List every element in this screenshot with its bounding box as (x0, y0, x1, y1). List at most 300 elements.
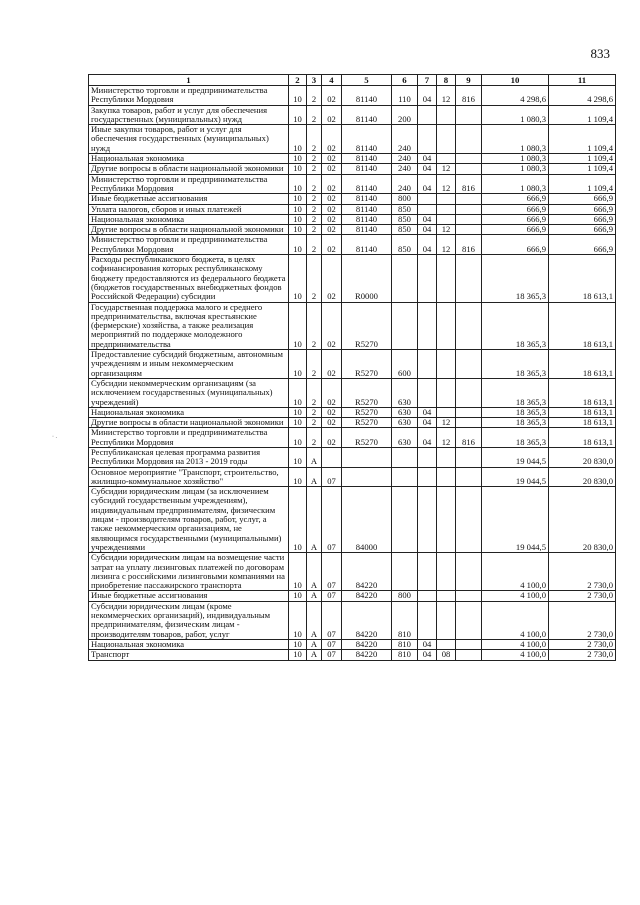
code-cell (456, 164, 482, 174)
code-cell: 2 (307, 154, 322, 164)
code-cell (456, 154, 482, 164)
code-cell: 04 (418, 86, 437, 106)
code-cell (437, 302, 456, 349)
row-name-cell: Иные закупки товаров, работ и услуг для обеспечения государственных (муниципальных) нужд (89, 125, 289, 154)
table-row (89, 214, 616, 224)
code-cell (437, 255, 456, 302)
row-name-cell: Государственная поддержка малого и среднего предпринимательства, включая крестьянские (фермерские) хозяйства, а также реализация мероприятий по поддержке молодежного предпринимательства (89, 302, 289, 349)
code-cell: А (307, 650, 322, 660)
amount-cell: 666,9 (549, 214, 616, 224)
code-cell: 2 (307, 350, 322, 379)
code-cell (437, 487, 456, 553)
code-cell: R0000 (342, 255, 392, 302)
table-row (89, 487, 616, 553)
code-cell: 04 (418, 428, 437, 448)
code-cell (437, 591, 456, 601)
code-cell: 04 (418, 214, 437, 224)
amount-cell: 18 613,1 (549, 378, 616, 407)
code-cell (418, 487, 437, 553)
code-cell: 81140 (342, 105, 392, 125)
header-cell: 11 (549, 75, 616, 86)
table-body (89, 86, 616, 661)
code-cell: 810 (392, 639, 418, 649)
code-cell (418, 125, 437, 154)
code-cell: 630 (392, 418, 418, 428)
code-cell: 10 (289, 639, 307, 649)
code-cell (456, 125, 482, 154)
code-cell: 12 (437, 235, 456, 255)
code-cell: 07 (322, 639, 342, 649)
code-cell: 10 (289, 447, 307, 467)
code-cell (392, 553, 418, 591)
amount-cell: 1 109,4 (549, 164, 616, 174)
amount-cell: 1 109,4 (549, 125, 616, 154)
code-cell: 10 (289, 154, 307, 164)
amount-cell: 666,9 (549, 235, 616, 255)
code-cell (437, 105, 456, 125)
code-cell: А (307, 447, 322, 467)
table-row (89, 407, 616, 417)
row-name-cell: Другие вопросы в области национальной экономики (89, 164, 289, 174)
amount-cell: 666,9 (482, 235, 549, 255)
header-row (89, 75, 616, 86)
code-cell (418, 591, 437, 601)
code-cell: R5270 (342, 407, 392, 417)
code-cell: 2 (307, 105, 322, 125)
row-name-cell: Субсидии юридическим лицам на возмещение части затрат на уплату лизинговых платежей по договорам лизинга с российскими лизинговыми компаниями на приобретение пассажирского транспорта (89, 553, 289, 591)
code-cell (322, 447, 342, 467)
amount-cell: 18 365,3 (482, 302, 549, 349)
amount-cell: 1 109,4 (549, 174, 616, 194)
row-name-cell: Уплата налогов, сборов и иных платежей (89, 204, 289, 214)
code-cell: 240 (392, 164, 418, 174)
code-cell (392, 255, 418, 302)
amount-cell: 18 613,1 (549, 428, 616, 448)
amount-cell: 2 730,0 (549, 639, 616, 649)
table-row (89, 86, 616, 106)
amount-cell: 19 044,5 (482, 447, 549, 467)
code-cell: 810 (392, 601, 418, 639)
code-cell (437, 214, 456, 224)
code-cell: 07 (322, 591, 342, 601)
code-cell: 10 (289, 467, 307, 487)
code-cell: 02 (322, 214, 342, 224)
amount-cell: 666,9 (482, 204, 549, 214)
code-cell: 240 (392, 174, 418, 194)
code-cell: 2 (307, 235, 322, 255)
code-cell: 10 (289, 86, 307, 106)
code-cell (437, 204, 456, 214)
amount-cell: 666,9 (549, 225, 616, 235)
code-cell: 81140 (342, 194, 392, 204)
row-name-cell: Иные бюджетные ассигнования (89, 591, 289, 601)
code-cell: 81140 (342, 174, 392, 194)
code-cell: 12 (437, 418, 456, 428)
header-cell: 9 (456, 75, 482, 86)
code-cell: 816 (456, 174, 482, 194)
code-cell (418, 204, 437, 214)
amount-cell: 1 080,3 (482, 125, 549, 154)
amount-cell: 18 365,3 (482, 428, 549, 448)
amount-cell: 666,9 (549, 204, 616, 214)
code-cell (418, 194, 437, 204)
table-row (89, 302, 616, 349)
code-cell: 10 (289, 418, 307, 428)
table-row (89, 125, 616, 154)
code-cell: 81140 (342, 154, 392, 164)
code-cell: 02 (322, 378, 342, 407)
code-cell (418, 553, 437, 591)
code-cell: 2 (307, 407, 322, 417)
code-cell: R5270 (342, 428, 392, 448)
table-row (89, 447, 616, 467)
code-cell: 04 (418, 650, 437, 660)
header-cell: 6 (392, 75, 418, 86)
code-cell (456, 214, 482, 224)
code-cell: 10 (289, 487, 307, 553)
code-cell (437, 407, 456, 417)
code-cell (418, 378, 437, 407)
code-cell: 2 (307, 378, 322, 407)
row-name-cell: Другие вопросы в области национальной экономики (89, 418, 289, 428)
code-cell: 84220 (342, 639, 392, 649)
code-cell (456, 407, 482, 417)
amount-cell: 4 100,0 (482, 553, 549, 591)
budget-table (88, 74, 616, 661)
code-cell: 850 (392, 225, 418, 235)
table-row (89, 467, 616, 487)
amount-cell: 1 080,3 (482, 105, 549, 125)
table-row (89, 194, 616, 204)
table-row (89, 350, 616, 379)
code-cell: 2 (307, 302, 322, 349)
amount-cell: 18 365,3 (482, 378, 549, 407)
code-cell (456, 467, 482, 487)
row-name-cell: Субсидии юридическим лицам (за исключением субсидий государственным учреждениям), индивидуальным предпринимателям, физическим лицам - производителям товаров, работ, услуг, а также некоммерческим организациям, не являющимся государственными (муниципальными) учреждениями (89, 487, 289, 553)
code-cell: 10 (289, 235, 307, 255)
code-cell: 04 (418, 407, 437, 417)
table-row (89, 428, 616, 448)
table-row (89, 204, 616, 214)
code-cell: 10 (289, 125, 307, 154)
row-name-cell: Транспорт (89, 650, 289, 660)
code-cell: R5270 (342, 378, 392, 407)
code-cell: 240 (392, 125, 418, 154)
code-cell (456, 225, 482, 235)
code-cell: 816 (456, 235, 482, 255)
code-cell: 07 (322, 650, 342, 660)
code-cell: 02 (322, 154, 342, 164)
table-row (89, 650, 616, 660)
code-cell: 07 (322, 601, 342, 639)
code-cell: 2 (307, 86, 322, 106)
code-cell: R5270 (342, 418, 392, 428)
code-cell (437, 378, 456, 407)
code-cell: 07 (322, 467, 342, 487)
code-cell: 02 (322, 225, 342, 235)
table-row (89, 255, 616, 302)
row-name-cell: Национальная экономика (89, 639, 289, 649)
code-cell: 81140 (342, 204, 392, 214)
code-cell: 04 (418, 174, 437, 194)
table-row (89, 591, 616, 601)
code-cell: 240 (392, 154, 418, 164)
header-cell: 10 (482, 75, 549, 86)
code-cell: 600 (392, 350, 418, 379)
code-cell: 84220 (342, 601, 392, 639)
table-row (89, 378, 616, 407)
code-cell: 04 (418, 164, 437, 174)
code-cell: 04 (418, 154, 437, 164)
amount-cell: 18 613,1 (549, 302, 616, 349)
row-name-cell: Предоставление субсидий бюджетным, автономным учреждениям и иным некоммерческим организациям (89, 350, 289, 379)
code-cell: 2 (307, 174, 322, 194)
code-cell: 10 (289, 650, 307, 660)
header-cell: 1 (89, 75, 289, 86)
code-cell: 10 (289, 302, 307, 349)
amount-cell: 4 298,6 (482, 86, 549, 106)
amount-cell: 18 365,3 (482, 407, 549, 417)
code-cell: 10 (289, 194, 307, 204)
code-cell: 02 (322, 204, 342, 214)
code-cell (342, 447, 392, 467)
amount-cell: 18 365,3 (482, 255, 549, 302)
code-cell (456, 255, 482, 302)
code-cell (437, 601, 456, 639)
table-row (89, 164, 616, 174)
row-name-cell: Национальная экономика (89, 154, 289, 164)
code-cell: 2 (307, 255, 322, 302)
code-cell (456, 105, 482, 125)
code-cell: 02 (322, 302, 342, 349)
amount-cell: 4 100,0 (482, 650, 549, 660)
code-cell: 02 (322, 418, 342, 428)
code-cell (456, 194, 482, 204)
code-cell: 81140 (342, 125, 392, 154)
code-cell (437, 350, 456, 379)
code-cell: 850 (392, 204, 418, 214)
code-cell (392, 447, 418, 467)
code-cell: 08 (437, 650, 456, 660)
code-cell: 10 (289, 378, 307, 407)
row-name-cell: Другие вопросы в области национальной экономики (89, 225, 289, 235)
code-cell (456, 418, 482, 428)
code-cell: 02 (322, 407, 342, 417)
code-cell: 07 (322, 553, 342, 591)
amount-cell: 1 080,3 (482, 154, 549, 164)
code-cell: 02 (322, 255, 342, 302)
code-cell: 02 (322, 125, 342, 154)
amount-cell: 4 100,0 (482, 601, 549, 639)
code-cell: 12 (437, 86, 456, 106)
amount-cell: 1 080,3 (482, 174, 549, 194)
code-cell: 10 (289, 591, 307, 601)
code-cell: 12 (437, 174, 456, 194)
code-cell (418, 255, 437, 302)
amount-cell: 19 044,5 (482, 467, 549, 487)
code-cell: А (307, 467, 322, 487)
code-cell (437, 125, 456, 154)
code-cell: 810 (392, 650, 418, 660)
code-cell: 04 (418, 639, 437, 649)
code-cell: 02 (322, 105, 342, 125)
amount-cell: 666,9 (482, 214, 549, 224)
code-cell (456, 601, 482, 639)
amount-cell: 4 100,0 (482, 591, 549, 601)
header-cell: 2 (289, 75, 307, 86)
row-name-cell: Министерство торговли и предпринимательства Республики Мордовия (89, 174, 289, 194)
code-cell (437, 194, 456, 204)
code-cell (437, 154, 456, 164)
table-row (89, 225, 616, 235)
table-row (89, 601, 616, 639)
code-cell: 2 (307, 125, 322, 154)
code-cell (392, 467, 418, 487)
code-cell: 2 (307, 204, 322, 214)
amount-cell: 2 730,0 (549, 553, 616, 591)
code-cell: 630 (392, 407, 418, 417)
table-row (89, 418, 616, 428)
amount-cell: 18 613,1 (549, 350, 616, 379)
amount-cell: 18 613,1 (549, 255, 616, 302)
code-cell: 02 (322, 350, 342, 379)
code-cell (418, 467, 437, 487)
code-cell: 2 (307, 214, 322, 224)
code-cell: 02 (322, 164, 342, 174)
code-cell (456, 204, 482, 214)
amount-cell: 19 044,5 (482, 487, 549, 553)
code-cell: 84000 (342, 487, 392, 553)
code-cell: 2 (307, 428, 322, 448)
code-cell: 81140 (342, 86, 392, 106)
code-cell (342, 467, 392, 487)
amount-cell: 20 830,0 (549, 447, 616, 467)
code-cell: 2 (307, 225, 322, 235)
code-cell (456, 639, 482, 649)
table-row (89, 174, 616, 194)
amount-cell: 20 830,0 (549, 487, 616, 553)
code-cell: 630 (392, 378, 418, 407)
row-name-cell: Министерство торговли и предпринимательства Республики Мордовия (89, 235, 289, 255)
code-cell: 800 (392, 591, 418, 601)
row-name-cell: Республиканская целевая программа развития Республики Мордовия на 2013 - 2019 годы (89, 447, 289, 467)
code-cell: 10 (289, 428, 307, 448)
amount-cell: 1 109,4 (549, 105, 616, 125)
code-cell: 10 (289, 105, 307, 125)
amount-cell: 18 365,3 (482, 418, 549, 428)
code-cell (437, 639, 456, 649)
header-cell: 3 (307, 75, 322, 86)
code-cell: 10 (289, 164, 307, 174)
page-number: 833 (590, 46, 610, 61)
code-cell: 04 (418, 418, 437, 428)
code-cell: 850 (392, 214, 418, 224)
code-cell (418, 447, 437, 467)
margin-mark: · . (52, 434, 57, 440)
row-name-cell: Министерство торговли и предпринимательства Республики Мордовия (89, 86, 289, 106)
amount-cell: 2 730,0 (549, 601, 616, 639)
amount-cell: 4 100,0 (482, 639, 549, 649)
code-cell: 2 (307, 164, 322, 174)
code-cell (437, 467, 456, 487)
table-row (89, 154, 616, 164)
code-cell: 10 (289, 601, 307, 639)
code-cell: 10 (289, 553, 307, 591)
code-cell: 84220 (342, 650, 392, 660)
code-cell: 81140 (342, 225, 392, 235)
code-cell: 12 (437, 225, 456, 235)
code-cell: 02 (322, 235, 342, 255)
code-cell (418, 302, 437, 349)
code-cell: А (307, 591, 322, 601)
code-cell: 10 (289, 214, 307, 224)
table-row (89, 639, 616, 649)
code-cell: 816 (456, 86, 482, 106)
amount-cell: 666,9 (482, 225, 549, 235)
code-cell (392, 302, 418, 349)
code-cell (456, 302, 482, 349)
row-name-cell: Иные бюджетные ассигнования (89, 194, 289, 204)
code-cell (456, 591, 482, 601)
code-cell: 81140 (342, 235, 392, 255)
row-name-cell: Субсидии юридическим лицам (кроме некоммерческих организаций), индивидуальным предпринимателям, физическим лицам - производителям товаров, работ, услуг (89, 601, 289, 639)
code-cell: А (307, 639, 322, 649)
code-cell (437, 447, 456, 467)
amount-cell: 1 080,3 (482, 164, 549, 174)
header-cell: 8 (437, 75, 456, 86)
code-cell: 02 (322, 174, 342, 194)
code-cell: 84220 (342, 591, 392, 601)
code-cell (456, 350, 482, 379)
code-cell: А (307, 601, 322, 639)
amount-cell: 666,9 (549, 194, 616, 204)
code-cell: 10 (289, 174, 307, 194)
code-cell: 12 (437, 164, 456, 174)
row-name-cell: Основное мероприятие "Транспорт, строительство, жилищно-коммунальное хозяйство" (89, 467, 289, 487)
code-cell (456, 378, 482, 407)
amount-cell: 1 109,4 (549, 154, 616, 164)
amount-cell: 18 365,3 (482, 350, 549, 379)
code-cell: 12 (437, 428, 456, 448)
amount-cell: 2 730,0 (549, 650, 616, 660)
code-cell (456, 447, 482, 467)
table-row (89, 553, 616, 591)
code-cell: 850 (392, 235, 418, 255)
row-name-cell: Национальная экономика (89, 407, 289, 417)
header-cell: 7 (418, 75, 437, 86)
table-row (89, 105, 616, 125)
code-cell: 10 (289, 204, 307, 214)
row-name-cell: Субсидии некоммерческим организациям (за исключением государственных (муниципальных) учреждений) (89, 378, 289, 407)
code-cell (437, 553, 456, 591)
code-cell: 07 (322, 487, 342, 553)
code-cell: 81140 (342, 164, 392, 174)
row-name-cell: Национальная экономика (89, 214, 289, 224)
code-cell: R5270 (342, 302, 392, 349)
amount-cell: 20 830,0 (549, 467, 616, 487)
code-cell: 10 (289, 350, 307, 379)
code-cell (418, 601, 437, 639)
code-cell: 800 (392, 194, 418, 204)
code-cell: 10 (289, 255, 307, 302)
code-cell: 10 (289, 225, 307, 235)
amount-cell: 18 613,1 (549, 407, 616, 417)
code-cell: R5270 (342, 350, 392, 379)
table-row (89, 235, 616, 255)
code-cell (418, 350, 437, 379)
code-cell: А (307, 553, 322, 591)
code-cell: 04 (418, 225, 437, 235)
